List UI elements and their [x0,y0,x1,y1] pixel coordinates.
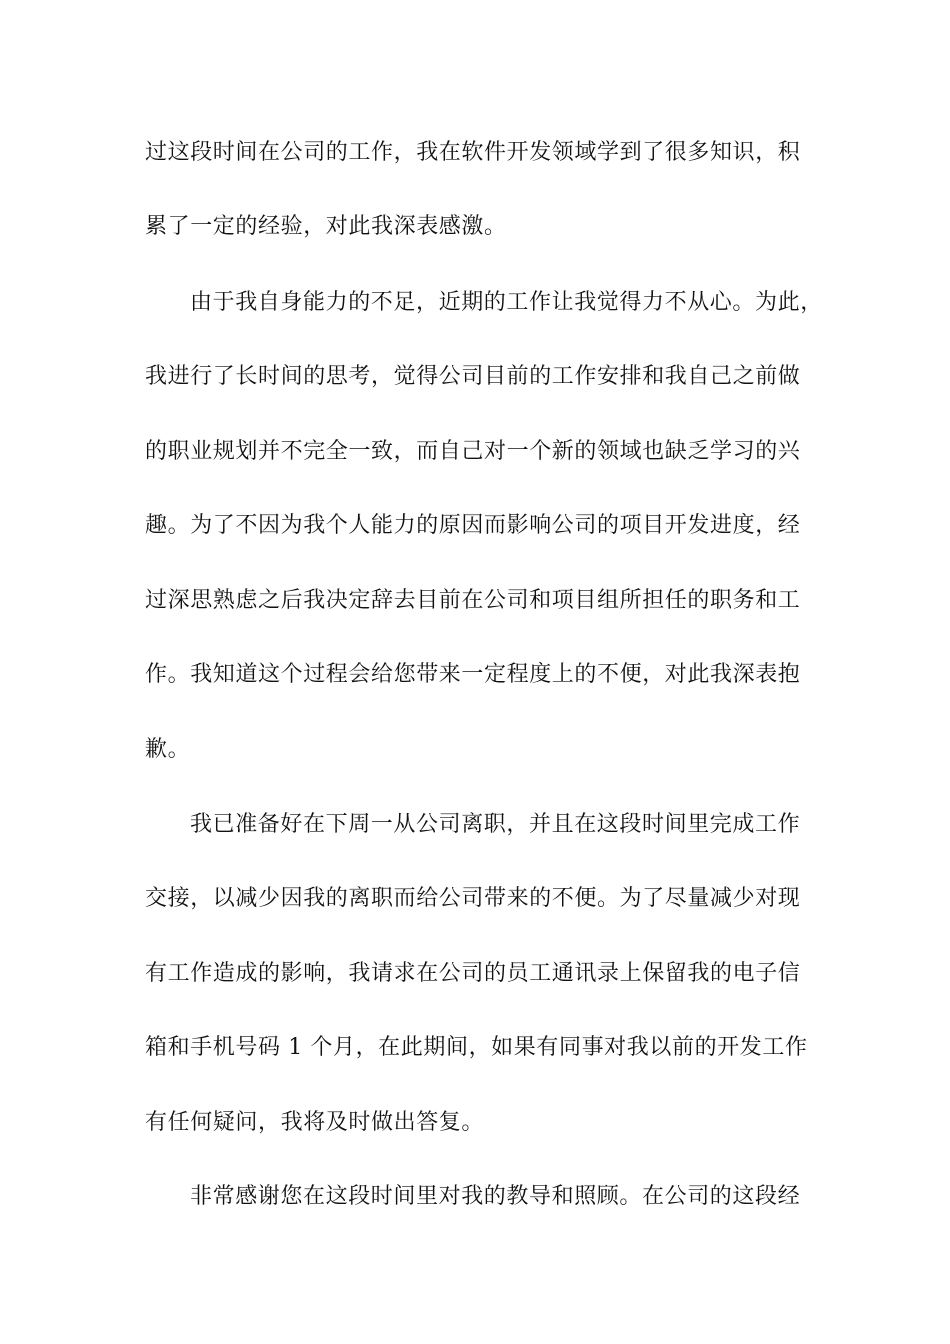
text-line: 有任何疑问，我将及时做出答复。 [145,1110,485,1135]
text-line: 过深思熟虑之后我决定辞去目前在公司和项目组所担任的职务和工 [145,588,801,613]
text-line: 趣。为了不因为我个人能力的原因而影响公司的项目开发进度，经 [145,513,801,538]
text-line: 累了一定的经验，对此我深表感激。 [145,214,507,239]
text-line: 的职业规划并不完全一致，而自己对一个新的领域也缺乏学习的兴 [145,439,801,464]
text-line: 箱和手机号码 1 个月，在此期间，如果有同事对我以前的开发工作 [145,1035,808,1060]
paragraph-first-line: 非常感谢您在这段时间里对我的教导和照顾。在公司的这段经 [190,1184,801,1209]
text-line: 交接，以减少因我的离职而给公司带来的不便。为了尽量减少对现 [145,886,801,911]
paragraph-first-line: 由于我自身能力的不足，近期的工作让我觉得力不从心。为此， [190,290,823,315]
text-line: 过这段时间在公司的工作，我在软件开发领域学到了很多知识，积 [145,140,801,165]
text-line: 歉。 [145,737,191,762]
text-line: 我进行了长时间的思考，觉得公司目前的工作安排和我自己之前做 [145,364,801,389]
paragraph-first-line: 我已准备好在下周一从公司离职，并且在这段时间里完成工作 [190,812,801,837]
text-line: 有工作造成的影响，我请求在公司的员工通讯录上保留我的电子信 [145,961,801,986]
text-line: 作。我知道这个过程会给您带来一定程度上的不便，对此我深表抱 [145,662,801,687]
